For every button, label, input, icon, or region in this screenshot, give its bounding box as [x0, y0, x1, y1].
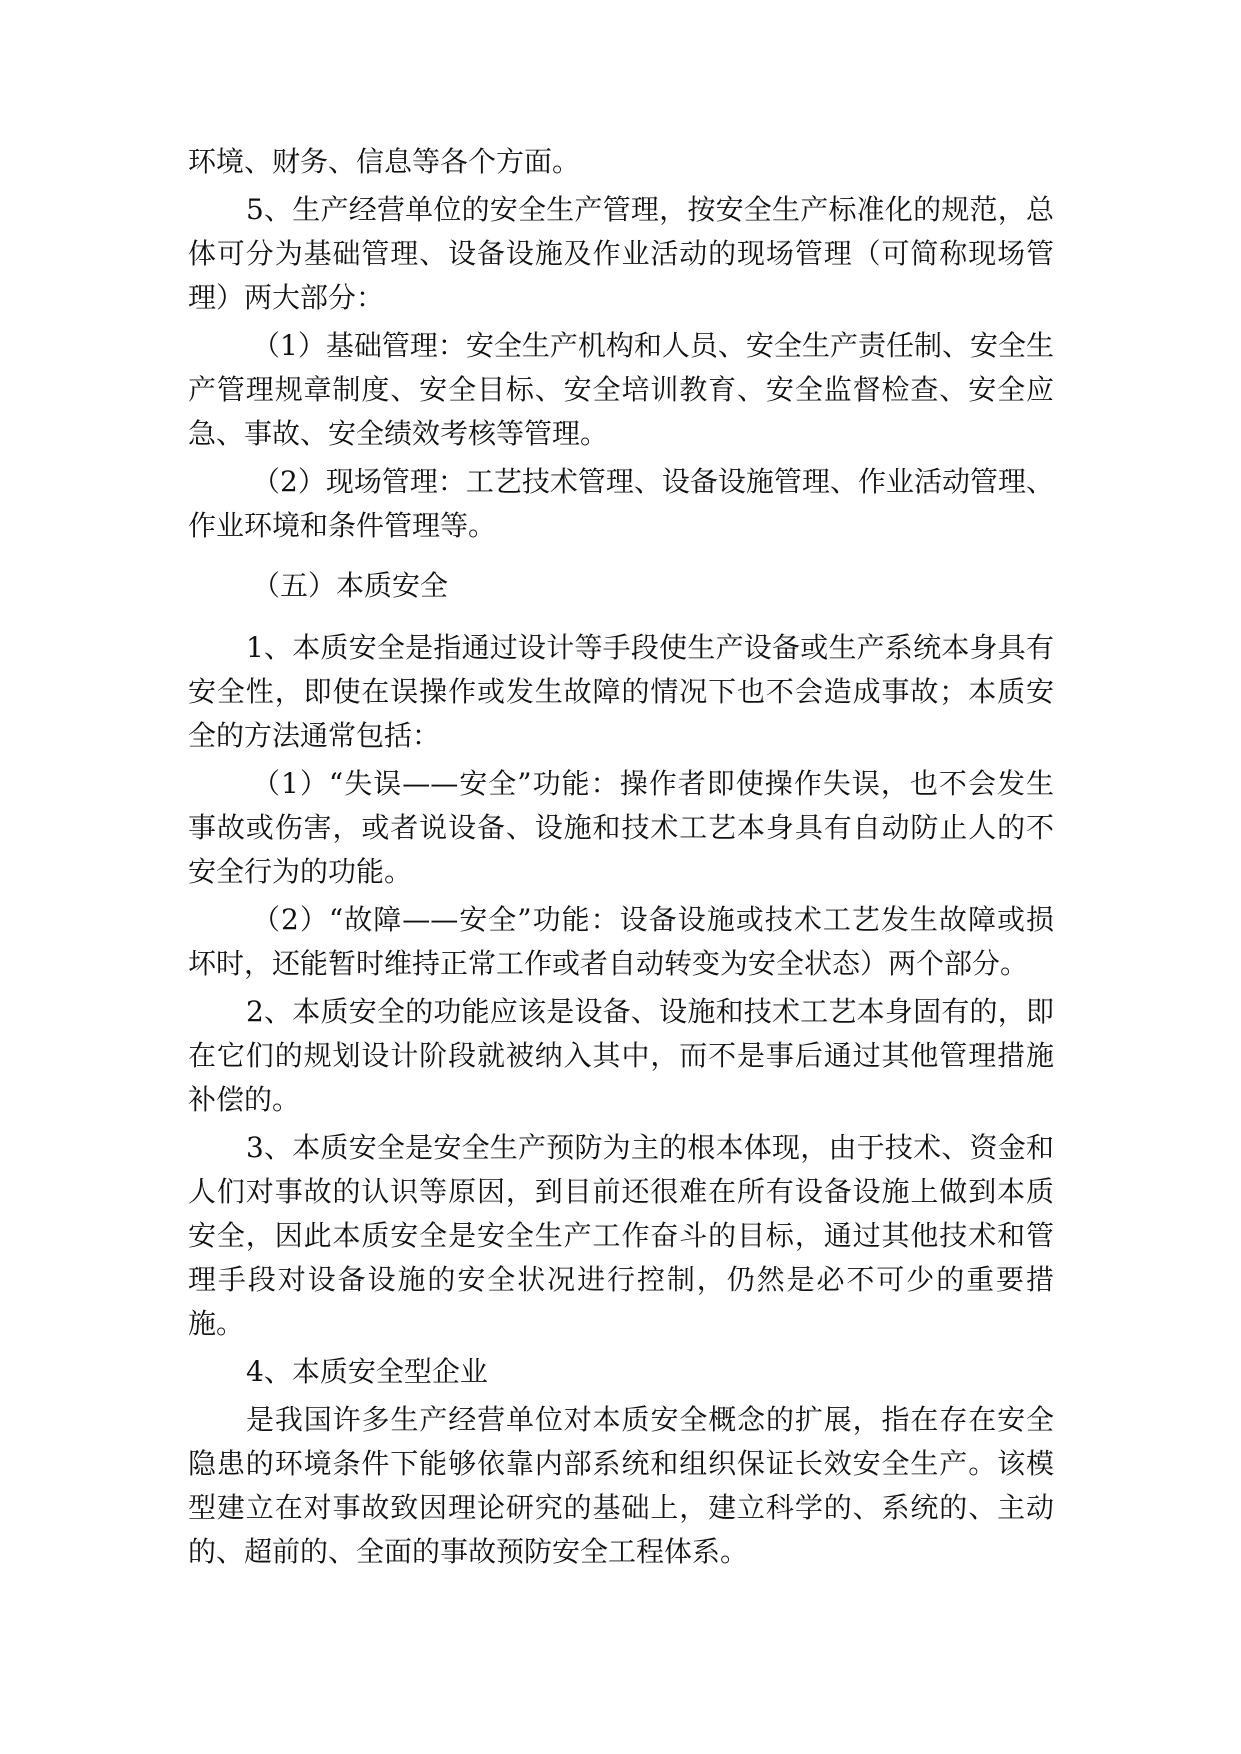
paragraph-error-safety: （1）“失误——安全”功能：操作者即使操作失误，也不会发生事故或伤害，或者说设备、设施和技术工艺本身具有自动防止人的不安全行为的功能。 [188, 767, 1054, 888]
paragraph-item-1: 1、本质安全是指通过设计等手段使生产设备或生产系统本身具有安全性，即使在误操作或发生故障的情况下也不会造成事故；本质安全的方法通常包括： [188, 631, 1054, 752]
paragraph-continuation: 环境、财务、信息等各个方面。 [188, 145, 581, 178]
paragraph-basic-management: （1）基础管理：安全生产机构和人员、安全生产责任制、安全生产管理规章制度、安全目标、安全培训教育、安全监督检查、安全应急、事故、安全绩效考核等管理。 [188, 329, 1054, 450]
paragraph-fault-safety: （2）“故障——安全”功能：设备设施或技术工艺发生故障或损坏时，还能暂时维持正常工作或者自动转变为安全状态）两个部分。 [188, 903, 1054, 980]
paragraph-site-management: （2）现场管理：工艺技术管理、设备设施管理、作业活动管理、作业环境和条件管理等。 [188, 465, 1054, 542]
document-body [188, 140, 1054, 1578]
paragraph-item-5: 5、生产经营单位的安全生产管理，按安全生产标准化的规范，总体可分为基础管理、设备设施及作业活动的现场管理（可简称现场管理）两大部分： [188, 193, 1054, 314]
paragraph-item-3: 3、本质安全是安全生产预防为主的根本体现，由于技术、资金和人们对事故的认识等原因，到目前还很难在所有设备设施上做到本质安全，因此本质安全是安全生产工作奋斗的目标，通过其他技术和管理手段对设备设施的安全状况进行控制，仍然是必不可少的重要措施。 [188, 1131, 1054, 1340]
paragraph-item-2: 2、本质安全的功能应该是设备、设施和技术工艺本身固有的，即在它们的规划设计阶段就被纳入其中，而不是事后通过其他管理措施补偿的。 [188, 995, 1054, 1116]
paragraph-item-4-body: 是我国许多生产经营单位对本质安全概念的扩展，指在存在安全隐患的环境条件下能够依靠内部系统和组织保证长效安全生产。该模型建立在对事故致因理论研究的基础上，建立科学的、系统的、主动的、超前的、全面的事故预防安全工程体系。 [188, 1403, 1054, 1568]
section-heading-intrinsic-safety: （五）本质安全 [252, 569, 449, 602]
paragraph-item-4-title: 4、本质安全型企业 [246, 1355, 488, 1388]
